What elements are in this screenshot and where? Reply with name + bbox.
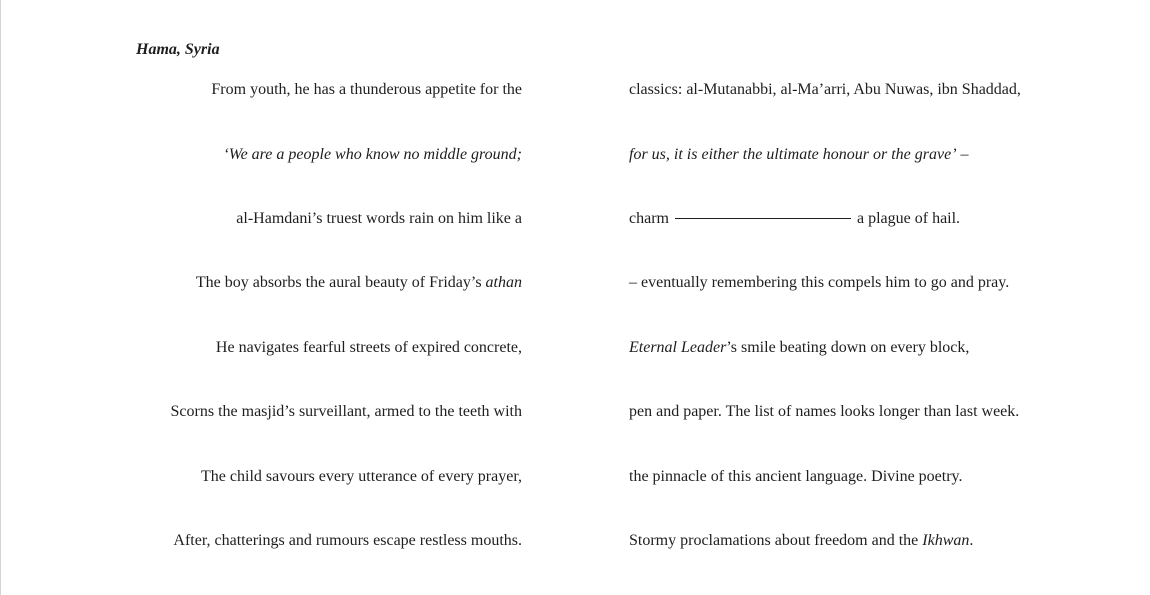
poem-line-right: the pinnacle of this ancient language. Divine poetry. [629, 468, 963, 485]
poem-line-right [629, 531, 973, 551]
poem-line-right-rest: ’s smile beating down on every block, [726, 339, 970, 356]
poem-line-right-end: a plague of hail. [856, 210, 961, 227]
poem-line-left-italic: athan [485, 274, 522, 291]
poem-line-left: al-Hamdani’s truest words rain on him like a [236, 210, 522, 227]
poem-line-right: – eventually remembering this compels him to go and pray. [629, 274, 1010, 291]
poem-line-right [629, 209, 960, 229]
poem-line-right-dash: – [956, 146, 969, 163]
poem-line-left [196, 273, 522, 293]
poem-line-right-italic: Ikhwan [922, 532, 970, 549]
poem-line-left: From youth, he has a thunderous appetite for the [211, 81, 522, 98]
poem-line-right [629, 145, 969, 165]
poem-line-right: pen and paper. The list of names looks longer than last week. [629, 403, 1020, 420]
poem-line-right-start: Stormy proclamations about freedom and the [629, 532, 923, 549]
poem-line-left: Scorns the masjid’s surveillant, armed to the teeth with [170, 403, 522, 420]
caesura-rule [675, 218, 851, 219]
poem-line-left: After, chatterings and rumours escape restless mouths. [173, 532, 522, 549]
poem-line-right: classics: al-Mutanabbi, al-Ma’arri, Abu Nuwas, ibn Shaddad, [629, 81, 1021, 98]
poem-location-heading: Hama, Syria [136, 41, 220, 58]
poem-line-left: ‘We are a people who know no middle ground; [223, 146, 522, 163]
poem-line-right [629, 338, 969, 358]
poem-line-left: The child savours every utterance of every prayer, [201, 468, 522, 485]
poem-line-left: He navigates fearful streets of expired concrete, [215, 339, 522, 356]
poem-line-right-end: . [969, 532, 974, 549]
poem-line-right-italic: Eternal Leader [629, 339, 727, 356]
poem-line-left-start: The boy absorbs the aural beauty of Friday’s [195, 274, 486, 291]
poem-line-right-start: charm [629, 210, 669, 227]
poem-line-right-italic: for us, it is either the ultimate honour or the grave’ [629, 146, 957, 163]
